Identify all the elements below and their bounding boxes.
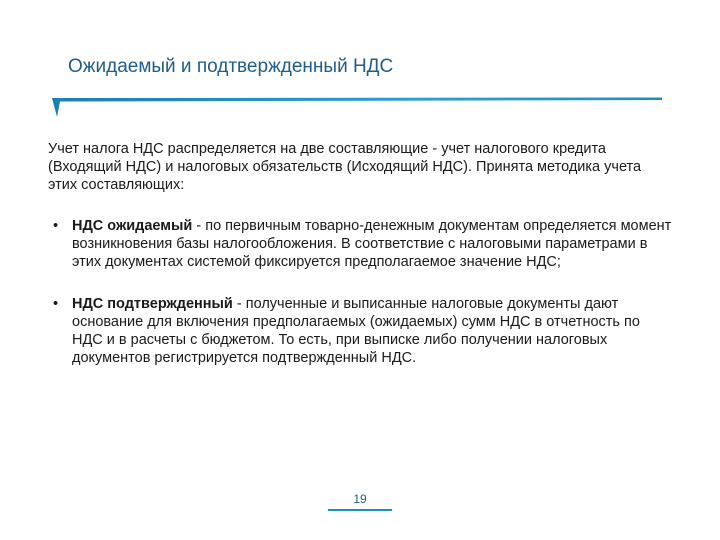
bullet-term: НДС ожидаемый	[72, 218, 193, 234]
bullet-text: - по первичным товарно-денежным документам определяется момент возникновения базы налогообложения. В соответствие с налоговыми параметрами в этих документах системой фиксируется предполагаемое значение НДС;	[72, 218, 672, 270]
bullet-item-confirmed-vat	[48, 295, 674, 367]
slide-title: Ожидаемый и подтвержденный НДС	[68, 56, 394, 77]
bullet-marker: •	[53, 218, 59, 234]
page-number: 19	[353, 492, 367, 506]
bullet-item-expected-vat	[48, 217, 674, 271]
bullet-marker: •	[53, 296, 59, 312]
bullet-text: - полученные и выписанные налоговые документы дают основание для включения предполагаемых (ожидаемых) сумм НДС в отчетность по НДС и в расчеты с бюджетом. То есть, при выписке либо получении налоговых документов регистрируется подтвержденный НДС.	[72, 296, 640, 366]
bullet-term: НДС подтвержденный	[72, 296, 233, 312]
bullet-list	[48, 217, 674, 367]
intro-paragraph: Учет налога НДС распределяется на две составляющие - учет налогового кредита (Входящий НДС) и налоговых обязательств (Исходящий НДС). Принята методика учета этих составляющих:	[48, 141, 642, 193]
page-number-underline	[328, 509, 392, 511]
